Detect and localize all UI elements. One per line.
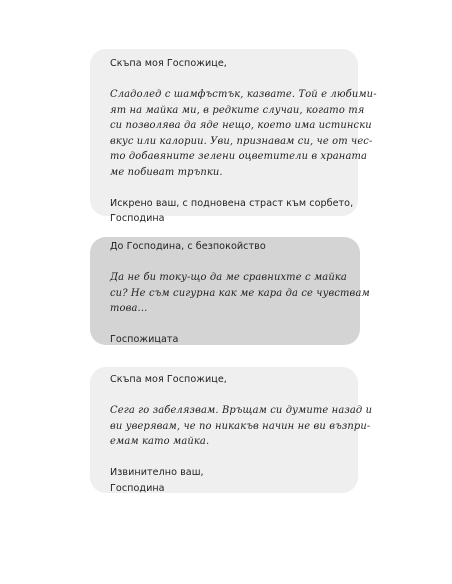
message-line: ят на майка ми, в редките случаи, когато тя: [110, 104, 365, 116]
message-closing: [110, 332, 342, 348]
message-line: си? Не съм сигурна как ме кара да се чувствам: [110, 287, 370, 299]
message-line: си позволява да яде нещо, което има истински: [110, 120, 372, 131]
message-bubble-2: [90, 237, 370, 345]
message-line: това...: [110, 303, 148, 314]
message-line: Сладолед с шамфъстък, казвате. Той е любими-: [110, 89, 377, 100]
message-signature: Господина: [110, 213, 165, 224]
message-line: Сега го забелязвам. Връщам си думите назад и: [110, 405, 373, 416]
message-signature: Господина: [110, 482, 165, 494]
message-body: [110, 270, 370, 317]
message-line: Да не би току-що да ме сравнихте с майка: [110, 272, 347, 283]
message-line: вкус или калории. Уви, признавам си, че от чес-: [110, 135, 373, 147]
message-bubble-1: [90, 49, 377, 224]
message-line: ви уверявам, че по никакъв начин не ви възпри-: [110, 420, 371, 432]
message-greeting: Скъпа моя Госпожице,: [110, 374, 227, 385]
message-closing-line: Извинително ваш,: [110, 467, 204, 478]
message-body: [110, 403, 373, 450]
message-greeting: Скъпа моя Госпожице,: [110, 58, 227, 69]
message-line: емам като майка.: [110, 436, 210, 447]
message-line: ме побиват тръпки.: [110, 166, 223, 178]
message-body: [110, 87, 377, 180]
message-closing: [110, 465, 340, 496]
message-line: то добавяните зелени оцветители в храната: [110, 151, 368, 162]
message-closing-line: Искрено ваш, с подновена страст към сорбето,: [110, 197, 354, 209]
message-greeting: До Господина, с безпокойство: [110, 241, 266, 252]
message-closing: [110, 196, 354, 227]
message-signature: Госпожицата: [110, 334, 179, 345]
message-bubble-3: [90, 367, 373, 494]
